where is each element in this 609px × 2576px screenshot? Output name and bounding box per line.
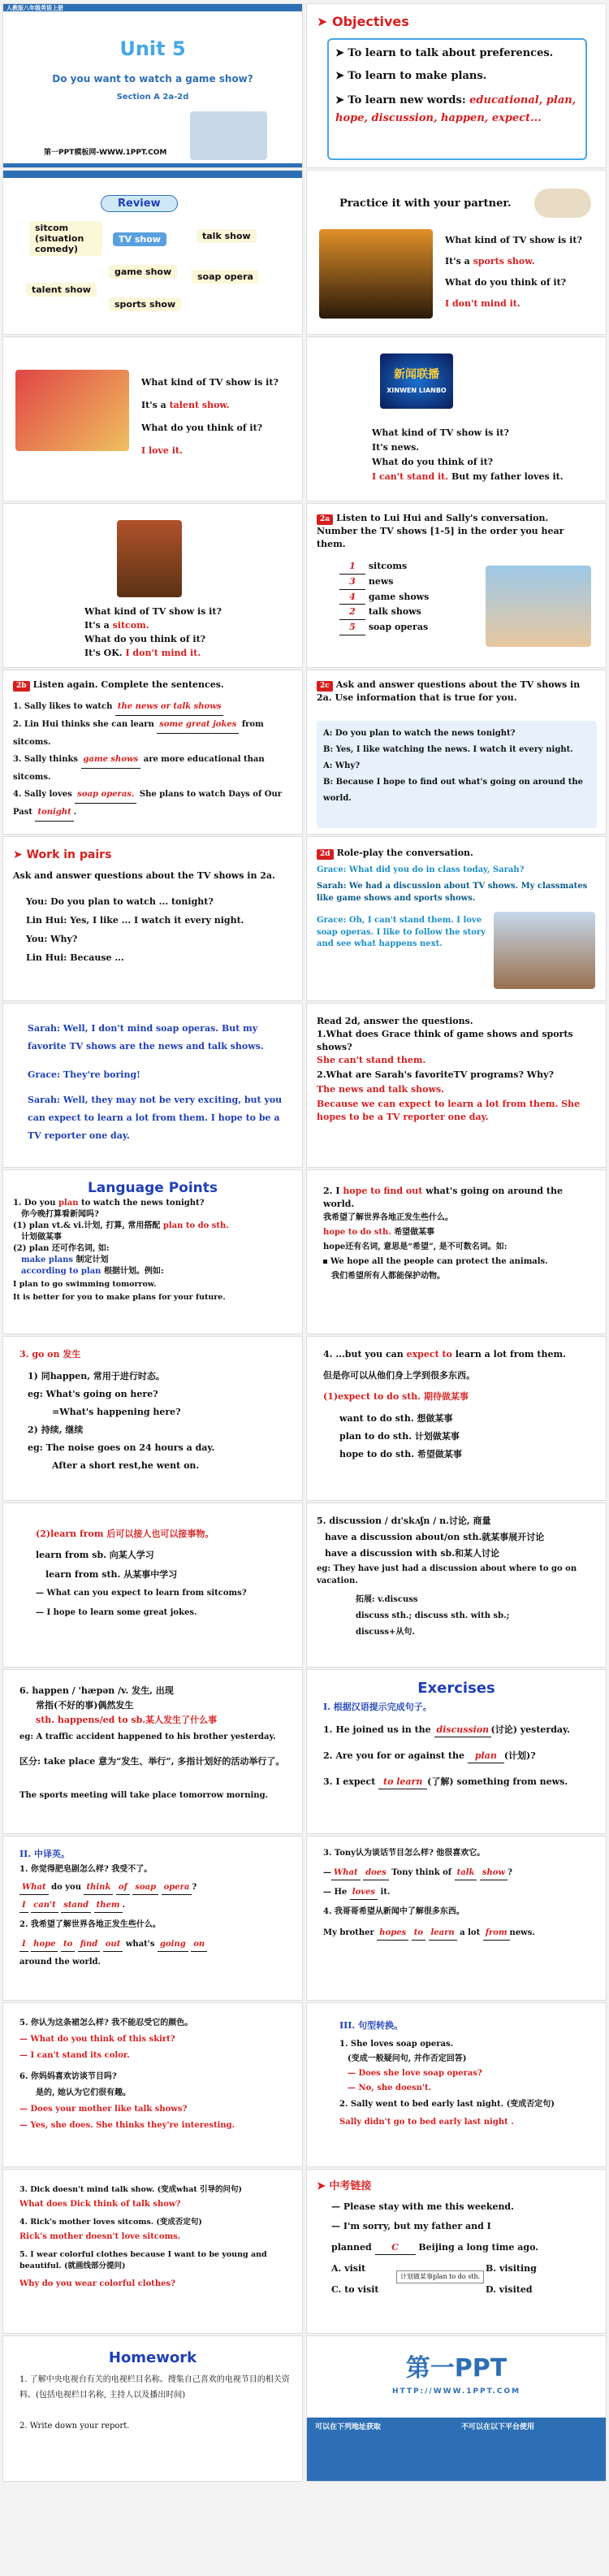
expect-sentence: 4. ...but you can expect to learn a lot from them. xyxy=(323,1349,566,1360)
brand-footer xyxy=(307,2418,606,2481)
slide-exercises-3[interactable] xyxy=(306,1836,607,2001)
section-label: Section A 2a-2d xyxy=(116,93,189,102)
exercise-2-2-en-b: around the world. xyxy=(19,1958,101,1967)
order-item: 2 talk shows xyxy=(339,605,429,620)
question-1: What kind of TV show is it? xyxy=(372,427,509,438)
exercise-2-3-en: — What does Tony think of talk show ? xyxy=(323,1867,512,1880)
answer-1: It's a sitcom. xyxy=(84,620,149,631)
slide-hope[interactable] xyxy=(306,1169,607,1334)
slide-learn-from[interactable] xyxy=(2,1503,303,1667)
slide-talent-show[interactable] xyxy=(2,336,303,501)
question-2: 2.What are Sarah's favoriteTV programs? Why? xyxy=(317,1069,554,1080)
transform-a4: Rick's mother doesn't love sitcoms. xyxy=(19,2232,181,2241)
pairs-instruction: Ask and answer questions about the TV shows in 2a. xyxy=(13,870,275,881)
objective-2: ➤ To learn to make plans. xyxy=(335,70,487,82)
footer-col-1: 可以在下列地址获取 xyxy=(315,2423,382,2431)
language-points-heading: Language Points xyxy=(87,1180,218,1196)
brand-logo: 第一PPT xyxy=(405,2354,508,2383)
answer-3: Because we can expect to learn a lot from them. She hopes to be a TV reporter one day. xyxy=(317,1099,581,1122)
transform-q3: 3. Dick doesn't mind talk show. (变成what 引导的问句) xyxy=(19,2185,243,2194)
expect-related: want to do sth. 想做某事 plan to do sth. 计划做某事 hope to do sth. 希望做某事 xyxy=(339,1413,462,1459)
exam-line-1: — Please stay with me this weekend. xyxy=(331,2201,514,2212)
line-sarah-2: Sarah: Well, I don't mind soap operas. But my favorite TV shows are the news and talk shows. xyxy=(28,1023,264,1052)
slide-sentence-transform[interactable] xyxy=(306,2002,607,2167)
slide-sitcom[interactable] xyxy=(2,503,303,668)
slide-brand[interactable] xyxy=(306,2335,607,2482)
expect-phrase: (1)expect to do sth. 期待做某事 xyxy=(323,1391,469,1402)
pairs-dialogue: You: Do you plan to watch ... tonight? Lin Hui: Yes, I like ... I watch it every night. You: Why? Lin Hui: Because ... xyxy=(26,896,244,964)
exercise-2-2-en: I hope to find out what's going on xyxy=(19,1939,207,1952)
question-1: What kind of TV show is it? xyxy=(445,235,582,245)
badge: 人教版八年级英语上册 xyxy=(6,4,63,11)
order-item: 1 sitcoms xyxy=(339,559,429,575)
arrow-icon: ➤ xyxy=(335,94,348,106)
dialogue-2c: A: Do you plan to watch the news tonight? B: Yes, I like watching the news. I watch it every night. A: Why? B: Because I hope to find out what's going on around the world. xyxy=(323,729,583,803)
slide-language-points[interactable] xyxy=(2,1169,303,1334)
question-1: What kind of TV show is it? xyxy=(84,606,222,617)
question-2: What do you think of it? xyxy=(372,457,494,467)
answer-2: I can't stand it. But my father loves it. xyxy=(372,471,564,482)
answer-1: It's a sports show. xyxy=(445,256,535,267)
slide-homework[interactable] xyxy=(2,2335,303,2482)
exercise-2-3-cn: 3. Tony认为谈话节目怎么样? 他很喜欢它。 xyxy=(323,1849,486,1858)
learn-from-sb: learn from sb. 向某人学习 xyxy=(36,1550,154,1560)
slide-exercises-1[interactable] xyxy=(306,1669,607,1834)
exam-link-heading: ➤ 中考链接 xyxy=(317,2180,372,2192)
transform-q4: 4. Rick's mother loves sitcoms. (变成否定句) xyxy=(19,2218,202,2227)
option-b[interactable]: B. visiting xyxy=(486,2263,537,2274)
review-label: Review xyxy=(101,195,178,212)
answer-1: It's a talent show. xyxy=(141,400,230,410)
read-heading: Read 2d, answer the questions. xyxy=(317,1016,473,1026)
option-c[interactable]: C. to visit xyxy=(331,2284,379,2295)
slide-objectives[interactable] xyxy=(306,3,607,168)
answer-2: I love it. xyxy=(141,445,183,456)
discussion-usage-2: discuss+从句. xyxy=(356,1628,415,1637)
top-bar xyxy=(3,171,302,178)
exercise-2-6-en-b: — Yes, she does. She thinks they're interesting. xyxy=(19,2121,235,2130)
transform-a5: Why do you wear colorful clothes? xyxy=(19,2279,176,2288)
children-picture xyxy=(190,111,267,160)
hope-noun: hope还有名词, 意思是“希望”, 是不可数名词。如: xyxy=(323,1242,508,1251)
line-sarah-1: Sarah: We had a discussion about TV shows. My classmates like game shows and sports shows. xyxy=(317,882,588,903)
exercise-2-4-cn: 4. 我哥哥希望从新闻中了解很多东西。 xyxy=(323,1907,464,1916)
order-item: 3 news xyxy=(339,575,429,590)
slide-2d-continued[interactable] xyxy=(2,1003,303,1168)
transform-heading: III. 句型转换。 xyxy=(339,2020,404,2031)
hint-tooltip: 计划做某事plan to do sth. xyxy=(396,2270,484,2283)
lp-make-plans: make plans 制定计划 xyxy=(21,1255,109,1264)
lp-translation: 你今晚打算看新闻吗? xyxy=(21,1210,99,1219)
arrow-icon: ➤ xyxy=(317,2180,330,2192)
lp-example-2: It is better for you to make plans for your future. xyxy=(13,1293,226,1302)
discussion-phrase-1: have a discussion about/on sth.就某事展开讨论 xyxy=(325,1532,545,1542)
footer-col-2: 不可以在以下平台使用 xyxy=(461,2423,535,2431)
slide-sentence-transform-2[interactable] xyxy=(2,2169,303,2334)
exercise-2-5-en-b: — I can't stand its color. xyxy=(19,2051,130,2060)
question-2: What do you think of it? xyxy=(84,634,206,644)
transform-a3: What does Dick think of talk show? xyxy=(19,2200,181,2209)
objective-1: ➤ To learn to talk about preferences. xyxy=(335,47,554,59)
answer-2: I don't mind it. xyxy=(445,298,520,309)
instruction-2c: 2c Ask and answer questions about the TV shows in 2a. Use information that is true for you. xyxy=(317,679,581,704)
learn-from-q: — What can you expect to learn from sitcoms? xyxy=(36,1589,247,1598)
exercise-2-5-en-a: — What do you think of this skirt? xyxy=(19,2035,175,2044)
order-item: 4 game shows xyxy=(339,590,429,605)
discussion-usage-1: discuss sth.; discuss sth. with sb.; xyxy=(356,1611,510,1620)
line-grace-2: Grace: Oh, I can't stand them. I love soap operas. I like to follow the story and see what happens next. xyxy=(317,916,486,948)
exercise-2-2-cn: 2. 我希望了解世界各地正发生些什么。 xyxy=(19,1920,161,1929)
transform-q2: 2. Sally went to bed early last night. (变成否定句) xyxy=(339,2100,555,2109)
objective-3: ➤ To learn new words: educational, plan, hope, discussion, happen, expect... xyxy=(335,94,577,125)
basketball-picture xyxy=(319,229,433,319)
tv-show-order-list xyxy=(339,559,429,635)
homework-item-2: 2. Write down your report. xyxy=(19,2422,130,2431)
go-on-notes: 1) 同happen, 常用于进行时态。 eg: What's going on here? =What's happening here? 2) 持续, 继续 eg: The noise goes on 24 hours a day. After a short rest,he went on. xyxy=(28,1371,215,1471)
arrow-icon: ➤ xyxy=(13,848,27,861)
lp-plan-1b: 计划做某事 xyxy=(21,1233,62,1242)
exercises-heading: Exercises xyxy=(417,1680,495,1697)
word-talk-show: talk show xyxy=(197,229,257,243)
slide-2d[interactable] xyxy=(306,836,607,1001)
slide-read-2d[interactable] xyxy=(306,1003,607,1168)
hope-phrase: hope to do sth. 希望做某事 xyxy=(323,1228,435,1237)
slide-2b[interactable] xyxy=(2,670,303,835)
option-a[interactable]: A. visit xyxy=(331,2263,366,2274)
word-sports-show: sports show xyxy=(109,297,181,311)
instruction-2b: 2b Listen again. Complete the sentences. xyxy=(13,679,224,692)
expect-translation: 但是你可以从他们身上学到很多东西。 xyxy=(323,1370,475,1381)
word-sitcom: sitcom (situation comedy) xyxy=(29,221,102,256)
exercise-2-5-cn: 5. 你认为这条裙怎么样? 我不能忍受它的颜色。 xyxy=(19,2019,193,2027)
hope-sentence: 2. I hope to find out what's going on around the world. xyxy=(323,1186,564,1209)
transform-q1: 1. She loves soap operas. xyxy=(339,2040,454,2049)
learn-from-sth: learn from sth. 从某事中学习 xyxy=(45,1569,178,1580)
question-2: What do you think of it? xyxy=(141,423,263,433)
unit-title: Unit 5 xyxy=(119,37,186,60)
girls-picture xyxy=(486,566,591,647)
word-tv-show: TV show xyxy=(113,232,166,246)
site-label: 第一PPT模板网-WWW.1PPT.COM xyxy=(44,149,167,157)
exercise-2-6-cn-b: 是的, 她认为它们很有趣。 xyxy=(36,2088,131,2097)
discussion-phrase-2: have a discussion with sb.和某人讨论 xyxy=(325,1548,500,1559)
instruction-2d: 2d Role-play the conversation. xyxy=(317,847,473,860)
slide-discussion[interactable] xyxy=(306,1503,607,1667)
line-grace-1: Grace: What did you do in class today, Sarah? xyxy=(317,865,525,874)
slide-practice-sports[interactable] xyxy=(306,170,607,335)
order-item: 5 soap operas xyxy=(339,620,429,635)
happen-def: 6. happen / 'hæpən /v. 发生, 出现 xyxy=(19,1685,174,1696)
news-logo-text: 新闻联播 xyxy=(394,368,439,381)
happen-def-2: 常指(不好的事)偶然发生 xyxy=(36,1700,134,1711)
word-soap-opera: soap opera xyxy=(192,270,259,284)
exercise-2-1-en-b: I can't stand them . xyxy=(19,1900,125,1913)
hope-example-cn: 我们希望所有人都能保护动物。 xyxy=(331,1272,445,1281)
slide-exam-link[interactable] xyxy=(306,2169,607,2334)
word-game-show: game show xyxy=(109,265,177,279)
transform-a2: Sally didn't go to bed early last night . xyxy=(339,2118,514,2127)
question-1: What kind of TV show is it? xyxy=(141,377,279,388)
lesson-question: Do you want to watch a game show? xyxy=(52,73,253,85)
transform-q1-note: (变成一般疑问句, 并作否定回答) xyxy=(348,2054,467,2063)
hope-example: We hope all the people can protect the animals. xyxy=(323,1256,548,1268)
bottom-bar xyxy=(3,163,302,167)
line-sarah-3: Sarah: Well, they may not be very exciting, but you can expect to learn a lot from them. I hope to be a TV reporter one day. xyxy=(28,1095,283,1141)
homework-heading: Homework xyxy=(108,2349,197,2366)
slide-go-on[interactable] xyxy=(2,1336,303,1501)
slide-exercises-2[interactable] xyxy=(2,1836,303,2001)
sentences-2b: 1. Sally likes to watch the news or talk shows 2. Lin Hui thinks she can learn some great jokes from sitcoms. 3. Sally thinks game shows are more educational than sitcoms. 4. Sally loves soap operas. She plans to watch Days of Our Past tonight . xyxy=(13,698,293,822)
lp-sentence: 1. Do you plan to watch the news tonight? xyxy=(13,1199,205,1208)
talent-show-picture xyxy=(15,370,129,451)
practice-heading: Practice it with your partner. xyxy=(339,197,512,210)
happen-phrase: sth. happens/ed to sb.某人发生了什么事 xyxy=(36,1715,218,1725)
option-d[interactable]: D. visited xyxy=(486,2284,533,2295)
instruction-2a: 2a Listen to Lui Hui and Sally's conversation. Number the TV shows [1-5] in the order you hear them. xyxy=(317,513,564,549)
go-on-heading: 3. go on 发生 xyxy=(19,1349,81,1360)
transform-a1b: — No, she doesn't. xyxy=(348,2084,432,2092)
arrow-icon: ➤ xyxy=(335,70,348,82)
brand-url[interactable]: HTTP://WWW.1PPT.COM xyxy=(391,2387,521,2396)
exercise-1-1: 1. He joined us in the discussion (讨论) yesterday. xyxy=(323,1724,570,1737)
exercise-2-1-en: What do you think of soap opera ? xyxy=(19,1882,197,1895)
exercise-2-6-cn: 6. 你妈妈喜欢访谈节目吗? xyxy=(19,2072,117,2081)
discussion-example: eg: They have just had a discussion about where to go on vacation. xyxy=(317,1564,577,1585)
lp-according: according to plan 根据计划。例如: xyxy=(21,1267,164,1276)
lp-plan-2: (2) plan 还可作名词, 如: xyxy=(13,1244,110,1253)
arrow-icon: ➤ xyxy=(317,14,332,29)
slide-2a[interactable] xyxy=(306,503,607,668)
slide-title[interactable] xyxy=(2,3,303,168)
exercise-section-2: II. 中译英。 xyxy=(19,1849,70,1859)
transform-q5: 5. I wear colorful clothes because I want to be young and beautiful. (就画线部分提问) xyxy=(19,2250,267,2270)
question-2: What do you think of it? xyxy=(445,277,567,288)
happen-example-2: The sports meeting will take place tomorrow morning. xyxy=(19,1791,269,1800)
exercise-2-1-cn: 1. 你觉得肥皂剧怎么样? 我受不了。 xyxy=(19,1865,153,1874)
line-grace-3: Grace: They're boring! xyxy=(28,1069,140,1080)
happen-compare: 区分: take place 意为“发生、举行”, 多指计划好的活动举行了。 xyxy=(19,1756,285,1767)
objectives-heading: ➤ Objectives xyxy=(317,14,409,29)
lp-plan-1: (1) plan vt.& vi.计划, 打算, 常用搭配 plan to do sth. xyxy=(13,1221,229,1230)
exercise-1-2: 2. Are you for or against the plan (计划)? xyxy=(323,1750,536,1763)
exam-line-2: — I'm sorry, but my father and I xyxy=(331,2221,491,2231)
answer-2: It's OK. I don't mind it. xyxy=(84,648,201,658)
transform-a1a: — Does she love soap operas? xyxy=(348,2069,482,2078)
slide-2c[interactable] xyxy=(306,670,607,835)
discussion-def: 5. discussion / dɪ'skʌʃn / n.讨论, 商量 xyxy=(317,1516,491,1526)
news-logo-subtext: XINWEN LIANBO xyxy=(387,387,447,394)
learn-from-heading: (2)learn from 后可以接人也可以接事物。 xyxy=(36,1529,214,1539)
slide-work-in-pairs[interactable] xyxy=(2,836,303,1001)
answer-1: It's news. xyxy=(372,442,420,453)
exercise-2-6-en-a: — Does your mother like talk shows? xyxy=(19,2105,188,2114)
lp-example-1: I plan to go swimming tomorrow. xyxy=(13,1280,157,1289)
kids-cartoon xyxy=(534,189,591,218)
exercise-2-3-en-b: — He loves it. xyxy=(323,1887,390,1900)
question-1: 1.What does Grace think of game shows and sports shows? xyxy=(317,1029,573,1052)
learn-from-a: — I hope to learn some great jokes. xyxy=(36,1608,197,1617)
happen-example: eg: A traffic accident happened to his brother yesterday. xyxy=(19,1733,276,1741)
pairs-heading: ➤ Work in pairs xyxy=(13,848,112,861)
exercise-section-1: I. 根据汉语提示完成句子。 xyxy=(323,1702,432,1712)
homework-item-1: 1. 了解中央电视台有关的电视栏目名称。搜集自己喜欢的电视节目的相关资料。(包括电视栏目名称, 主持人以及播出时间) xyxy=(19,2375,290,2400)
slide-happen[interactable] xyxy=(2,1669,303,1834)
slide-exercises-4[interactable] xyxy=(2,2002,303,2167)
slide-expect[interactable] xyxy=(306,1336,607,1501)
exam-line-3: planned C Beijing a long time ago. xyxy=(331,2241,538,2255)
slide-review[interactable] xyxy=(2,170,303,335)
slide-news[interactable] xyxy=(306,336,607,501)
discussion-verb: 拓展: v.discuss xyxy=(356,1595,418,1604)
exercise-2-4-en: My brother hopes to learn a lot from news. xyxy=(323,1928,535,1941)
answer-2: The news and talk shows. xyxy=(317,1084,445,1095)
answer-1: She can't stand them. xyxy=(317,1055,426,1065)
word-talent-show: talent show xyxy=(26,283,97,297)
sitcom-picture xyxy=(117,520,182,597)
hope-translation: 我希望了解世界各地正发生些什么。 xyxy=(323,1213,453,1222)
exercise-1-3: 3. I expect to learn (了解) something from news. xyxy=(323,1776,568,1789)
girls-talking-picture xyxy=(494,912,595,989)
arrow-icon: ➤ xyxy=(335,47,348,59)
